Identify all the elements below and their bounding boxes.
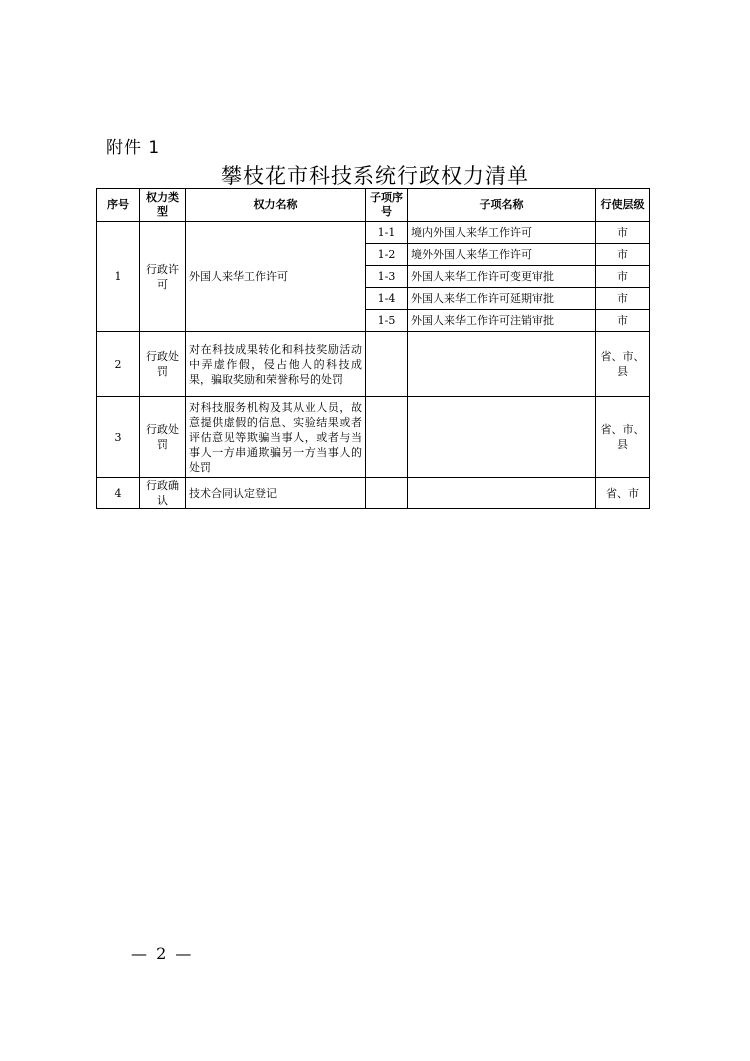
page-number: — 2 — bbox=[131, 944, 194, 963]
row-seq: 1 bbox=[97, 222, 140, 332]
row-type: 行政处罚 bbox=[140, 332, 186, 397]
table-row bbox=[97, 397, 650, 478]
subitem-name: 外国人来华工作许可注销审批 bbox=[408, 310, 596, 332]
row-name: 对在科技成果转化和科技奖励活动中弄虚作假，侵占他人的科技成果，骗取奖励和荣誉称号的处罚 bbox=[186, 332, 366, 397]
row-sub-seq bbox=[366, 332, 408, 397]
row-type: 行政许可 bbox=[140, 222, 186, 332]
row-seq: 3 bbox=[97, 397, 140, 478]
subitem-seq: 1-1 bbox=[366, 222, 408, 244]
row-sub-seq bbox=[366, 397, 408, 478]
row-name: 外国人来华工作许可 bbox=[186, 222, 366, 332]
subitem-level: 市 bbox=[596, 222, 650, 244]
header-level: 行使层级 bbox=[596, 189, 650, 222]
row-sub-seq bbox=[366, 478, 408, 509]
row-level: 省、市、县 bbox=[596, 332, 650, 397]
table-row bbox=[97, 222, 650, 244]
header-sub-name: 子项名称 bbox=[408, 189, 596, 222]
header-type: 权力类型 bbox=[140, 189, 186, 222]
table-row bbox=[97, 478, 650, 509]
table-header-row bbox=[97, 189, 650, 222]
row-type: 行政确认 bbox=[140, 478, 186, 509]
row-seq: 2 bbox=[97, 332, 140, 397]
row-sub-name bbox=[408, 332, 596, 397]
subitem-name: 外国人来华工作许可变更审批 bbox=[408, 266, 596, 288]
subitem-level: 市 bbox=[596, 310, 650, 332]
row-level: 省、市、县 bbox=[596, 397, 650, 478]
subitem-name: 境外外国人来华工作许可 bbox=[408, 244, 596, 266]
subitem-name: 外国人来华工作许可延期审批 bbox=[408, 288, 596, 310]
row-sub-name bbox=[408, 478, 596, 509]
subitem-seq: 1-3 bbox=[366, 266, 408, 288]
attachment-label: 附件 1 bbox=[106, 138, 161, 158]
row-sub-name bbox=[408, 397, 596, 478]
power-list-table bbox=[96, 188, 650, 509]
row-type: 行政处罚 bbox=[140, 397, 186, 478]
subitem-seq: 1-4 bbox=[366, 288, 408, 310]
row-name: 对科技服务机构及其从业人员，故意提供虚假的信息、实验结果或者评估意见等欺骗当事人，或者与当事人一方串通欺骗另一方当事人的处罚 bbox=[186, 397, 366, 478]
row-seq: 4 bbox=[97, 478, 140, 509]
subitem-level: 市 bbox=[596, 288, 650, 310]
table-row bbox=[97, 332, 650, 397]
header-seq: 序号 bbox=[97, 189, 140, 222]
header-name: 权力名称 bbox=[186, 189, 366, 222]
subitem-name: 境内外国人来华工作许可 bbox=[408, 222, 596, 244]
subitem-seq: 1-5 bbox=[366, 310, 408, 332]
header-sub-seq: 子项序号 bbox=[366, 189, 408, 222]
row-level: 省、市 bbox=[596, 478, 650, 509]
subitem-level: 市 bbox=[596, 244, 650, 266]
subitem-level: 市 bbox=[596, 266, 650, 288]
subitem-seq: 1-2 bbox=[366, 244, 408, 266]
row-name: 技术合同认定登记 bbox=[186, 478, 366, 509]
document-title: 攀枝花市科技系统行政权力清单 bbox=[221, 164, 529, 188]
